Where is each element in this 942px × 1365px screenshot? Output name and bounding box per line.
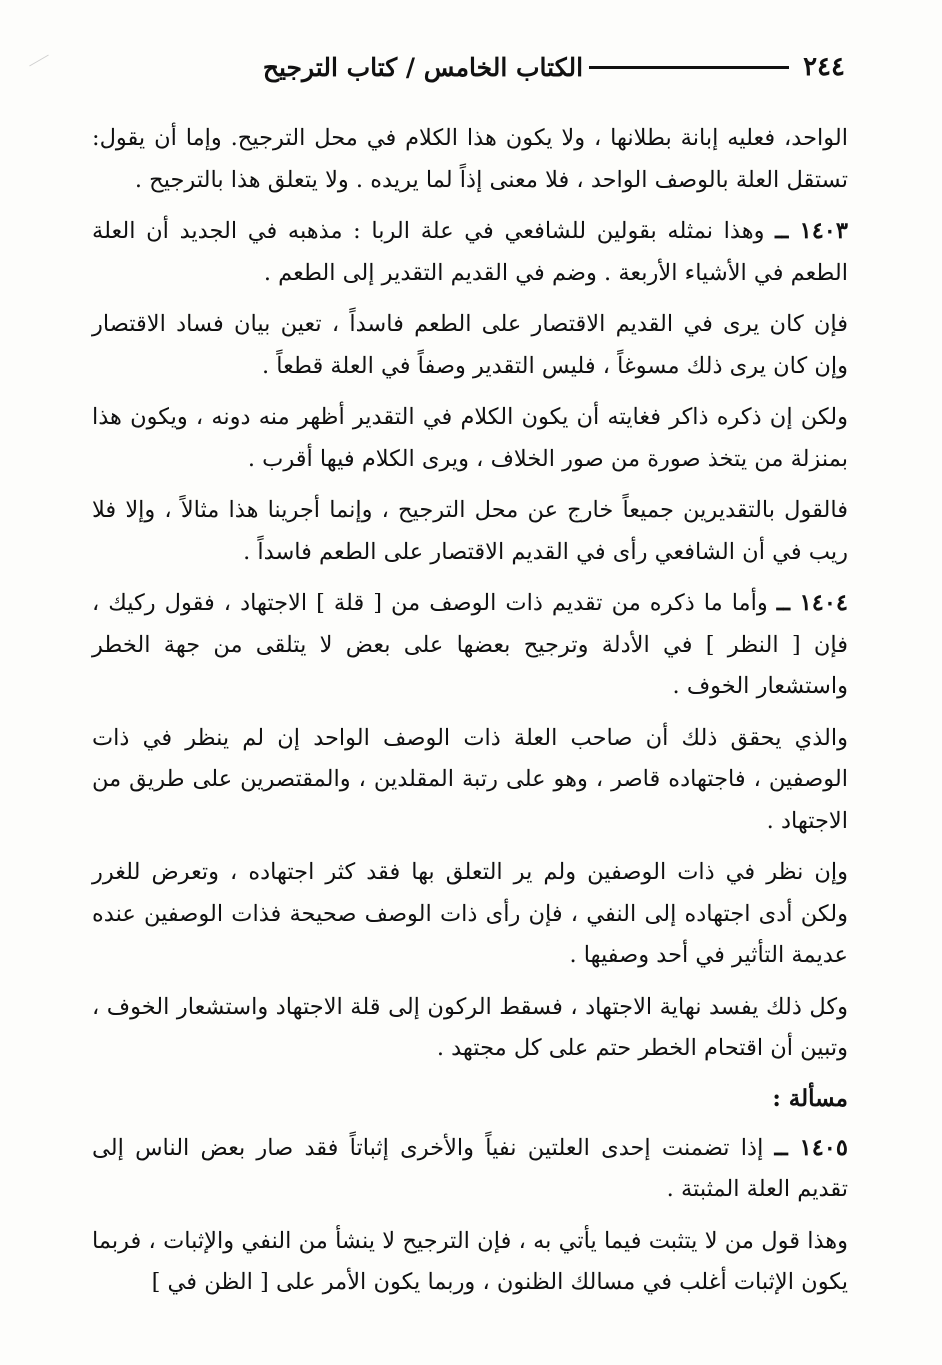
body-text [92, 118, 848, 1314]
paragraph-number: ١٤٠٣ ــ [775, 218, 848, 244]
paragraph [92, 1128, 848, 1211]
paragraph [92, 304, 848, 387]
paragraph-number: ١٤٠٥ ــ [774, 1134, 848, 1161]
paragraph [92, 490, 848, 573]
paragraph-text: ولكن إن ذكره ذاكر فغايته أن يكون الكلام في التقدير أظهر منه دونه ، ويكون هذا بمنزلة من يتخذ صورة من صور الخلاف ، ويرى الكلام فيها أقرب . [92, 404, 848, 472]
paragraph-text: الواحد، فعليه إبانة بطلانها ، ولا يكون هذا الكلام في محل الترجيح. وإما أن يقول: تستقل العلة بالوصف الواحد ، فلا معنى إذاً لما يريده . ولا يتعلق هذا بالترجيح . [92, 125, 848, 193]
paragraph-text: وإن نظر في ذات الوصفين ولم ير التعلق بها فقد كثر اجتهاده ، وتعرض للغرر ولكن أدى اجتهاده إلى النفي ، فإن رأى ذات الوصف صحيحة فذات الوصفين عنده عديمة التأثير في أحد وصفيها . [92, 859, 848, 968]
paragraph-number: ١٤٠٤ ــ [776, 590, 848, 616]
header-rule [589, 66, 789, 69]
paragraph-text: إذا تضمنت إحدى العلتين نفياً والأخرى إثباتاً فقد صار بعض الناس إلى تقديم العلة المثبتة . [92, 1134, 848, 1202]
scan-artifact [29, 55, 49, 67]
paragraph [92, 718, 848, 843]
paragraph-text: وأما ما ذكره من تقديم ذات الوصف من [ قلة ] الاجتهاد ، فقول ركيك ، فإن [ النظر ] في الأدلة وترجيح بعضها على بعض لا يتلقى من جهة الخطر واستشعار الخوف . [92, 590, 848, 699]
paragraph-text: وكل ذلك يفسد نهاية الاجتهاد ، فسقط الركون إلى قلة الاجتهاد واستشعار الخوف ، وتبين أن اقتحام الخطر حتم على كل مجتهد . [92, 993, 848, 1061]
paragraph-text: والذي يحقق ذلك أن صاحب العلة ذات الوصف الواحد إن لم ينظر في ذات الوصفين ، فاجتهاده قاصر ، وهو على رتبة المقلدين ، والمقتصرين على طريق من الاجتهاد . [92, 724, 848, 834]
paragraph-text: وهذا نمثله بقولين للشافعي في علة الربا : مذهبه في الجديد أن العلة الطعم في الأشياء الأربعة . وضم في القديم التقدير إلى الطعم . [92, 218, 848, 286]
paragraph [92, 1221, 848, 1304]
paragraph-text: وهذا قول من لا يتثبت فيما يأتي به ، فإن الترجيح لا ينشأ من النفي والإثبات ، فربما يكون الإثبات أغلب في مسالك الظنون ، وربما يكون الأمر على [ الظن في ] [92, 1227, 848, 1295]
paragraph [92, 852, 848, 977]
paragraph-text: فإن كان يرى في القديم الاقتصار على الطعم فاسداً ، تعين بيان فساد الاقتصار وإن كان يرى ذلك مسوغاً ، فليس التقدير وصفاً في العلة قطعاً . [92, 311, 848, 379]
paragraph-text: فالقول بالتقديرين جميعاً خارج عن محل الترجيح ، وإنما أجرينا هذا مثالاً ، وإلا فلا ريب في أن الشافعي رأى في القديم الاقتصار على الطعم فاسداً . [92, 497, 848, 565]
paragraph [92, 397, 848, 480]
paragraph [92, 211, 848, 294]
running-title: الكتاب الخامس / كتاب الترجيح [262, 52, 584, 82]
page-number: ٢٤٤ [803, 52, 845, 82]
paragraph [92, 118, 848, 201]
section-heading: مسألة : [772, 1084, 848, 1112]
page-header [85, 42, 845, 92]
paragraph [92, 987, 848, 1070]
paragraph [92, 583, 848, 708]
